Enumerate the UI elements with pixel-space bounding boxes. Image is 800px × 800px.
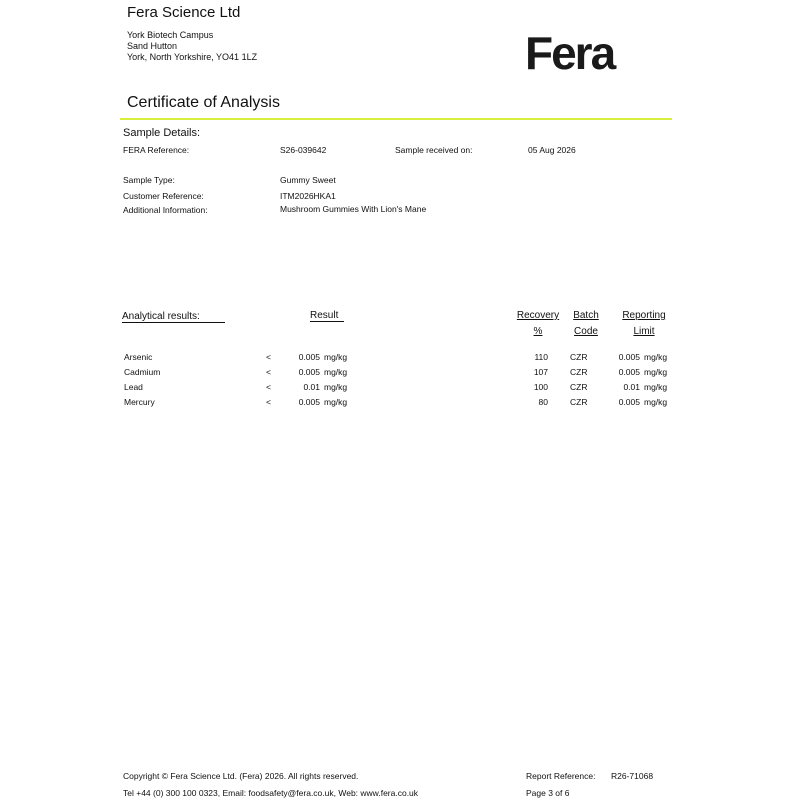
report-reference-value: R26-71068 (611, 771, 654, 781)
recovery-cell: 107 (533, 367, 548, 377)
result-column-header: Result (310, 310, 344, 322)
customer-reference-label: Customer Reference: (123, 191, 204, 201)
result-unit-cell: mg/kg (324, 367, 348, 377)
recovery-cell: 100 (533, 382, 548, 392)
analytical-results-heading: Analytical results: (122, 311, 225, 323)
result-value-cell: 0.01 (303, 382, 320, 392)
page-number: Page 3 of 6 (526, 788, 570, 798)
batch-code-cell: CZR (570, 382, 588, 392)
qualifier-cell: < (266, 352, 271, 362)
address-line-3: York, North Yorkshire, YO41 1LZ (127, 52, 258, 62)
result-unit-cell: mg/kg (324, 352, 348, 362)
analyte-cell: Mercury (124, 397, 155, 407)
recovery-header-line-2: % (533, 326, 543, 337)
recovery-cell: 110 (534, 352, 548, 362)
address-line-1: York Biotech Campus (127, 30, 214, 40)
recovery-header-line-1: Recovery (516, 310, 560, 321)
sample-type-value: Gummy Sweet (280, 175, 336, 185)
limit-unit-cell: mg/kg (644, 352, 668, 362)
limit-value-cell: 0.005 (618, 367, 640, 377)
analyte-cell: Arsenic (124, 352, 153, 362)
batch-header-line-1: Batch (573, 310, 599, 321)
analyte-cell: Lead (124, 382, 143, 392)
result-value-cell: 0.005 (298, 352, 320, 362)
copyright-text: Copyright © Fera Science Ltd. (Fera) 2026. All rights reserved. (123, 771, 359, 781)
reporting-header-line-1: Reporting (622, 310, 666, 321)
recovery-cell: 80 (538, 397, 548, 407)
limit-value-cell: 0.01 (623, 382, 640, 392)
limit-value-cell: 0.005 (618, 352, 640, 362)
batch-code-cell: CZR (570, 397, 588, 407)
batch-header-line-2: Code (574, 326, 598, 337)
limit-value-cell: 0.005 (618, 397, 640, 407)
customer-reference-value: ITM2026HKA1 (280, 191, 336, 201)
address-line-2: Sand Hutton (127, 41, 178, 51)
qualifier-cell: < (266, 367, 271, 377)
received-value: 05 Aug 2026 (528, 145, 576, 155)
limit-unit-cell: mg/kg (644, 397, 668, 407)
sample-details-heading: Sample Details: (123, 127, 201, 139)
reporting-header-line-2: Limit (633, 326, 655, 337)
additional-info-value: Mushroom Gummies With Lion's Mane (280, 204, 427, 214)
result-unit-cell: mg/kg (324, 397, 348, 407)
recovery-column-header (514, 310, 562, 337)
batch-code-cell: CZR (570, 352, 588, 362)
analyte-cell: Cadmium (124, 367, 161, 377)
company-name: Fera Science Ltd (127, 4, 241, 21)
additional-info-label: Additional Information: (123, 205, 208, 215)
received-label: Sample received on: (395, 145, 473, 155)
qualifier-cell: < (266, 382, 271, 392)
batch-column-header (568, 310, 604, 337)
contact-text: Tel +44 (0) 300 100 0323, Email: foodsafety@fera.co.uk, Web: www.fera.co.uk (123, 788, 419, 798)
qualifier-cell: < (266, 397, 271, 407)
fera-reference-label: FERA Reference: (123, 145, 190, 155)
limit-unit-cell: mg/kg (644, 382, 668, 392)
page-title: Certificate of Analysis (127, 94, 280, 111)
result-value-cell: 0.005 (298, 367, 320, 377)
fera-reference-value: S26-039642 (280, 145, 327, 155)
result-value-cell: 0.005 (298, 397, 320, 407)
title-divider (120, 118, 672, 120)
report-reference-label: Report Reference: (526, 771, 596, 781)
batch-code-cell: CZR (570, 367, 588, 377)
reporting-limit-column-header (616, 310, 672, 337)
fera-logo: Fera (525, 27, 615, 79)
limit-unit-cell: mg/kg (644, 367, 668, 377)
sample-type-label: Sample Type: (123, 175, 175, 185)
result-unit-cell: mg/kg (324, 382, 348, 392)
